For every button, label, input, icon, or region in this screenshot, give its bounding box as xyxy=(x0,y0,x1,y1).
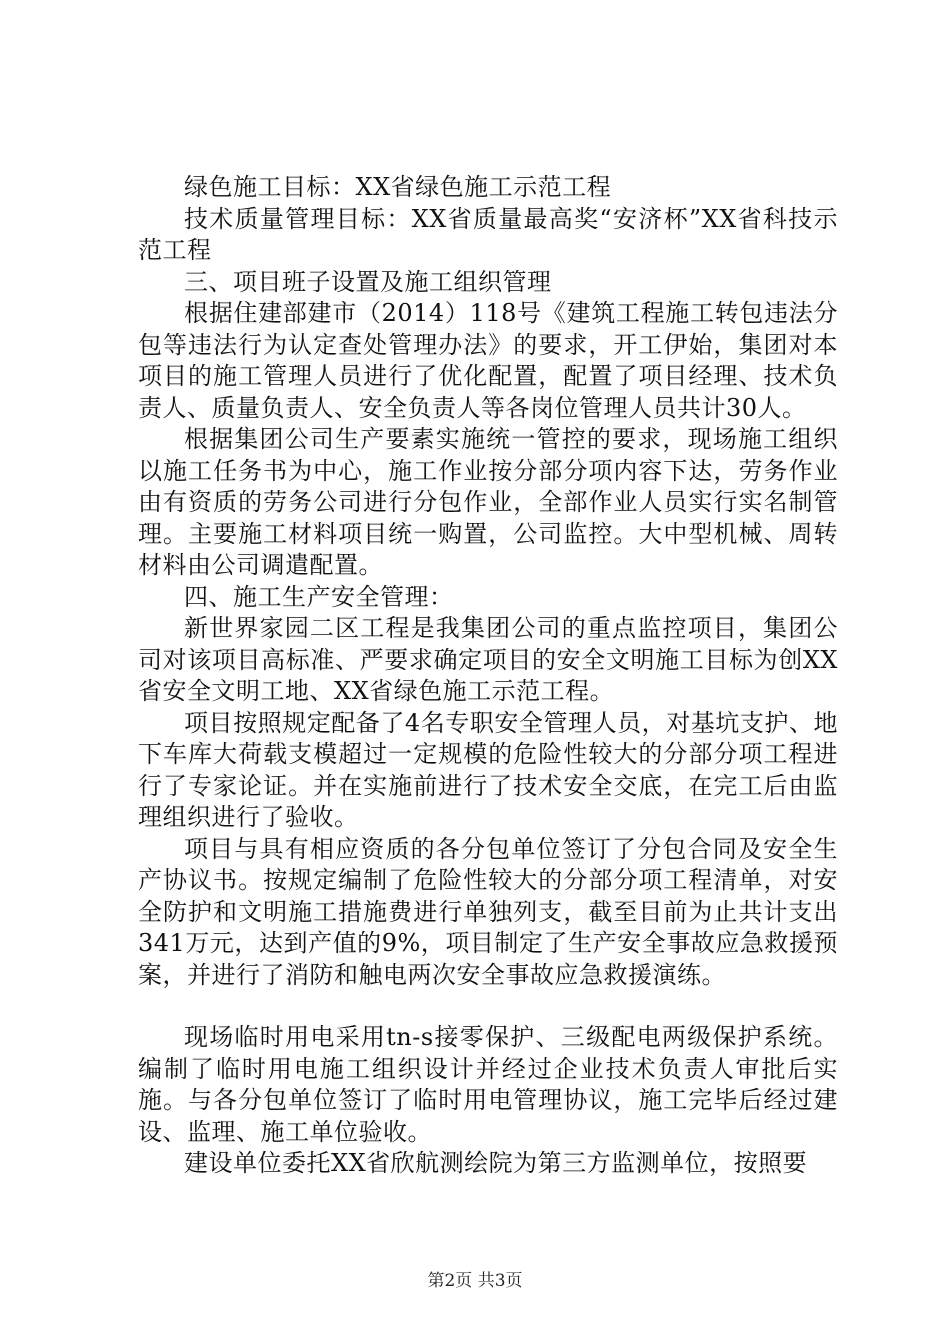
page-number-footer: 第2页 共3页 xyxy=(427,1271,523,1291)
paragraph-key-project: 新世界家园二区工程是我集团公司的重点监控项目，集团公司对该项目高标准、严要求确定项目的安全文明施工目标为创XX省安全文明工地、XX省绿色施工示范工程。 xyxy=(138,614,838,705)
document-body xyxy=(138,172,838,1180)
section-heading-4: 四、施工生产安全管理： xyxy=(184,582,454,611)
paragraph-organization: 根据集团公司生产要素实施统一管控的要求，现场施工组织以施工任务书为中心，施工作业按分部分项内容下达，劳务作业由有资质的劳务公司进行分包作业，全部作业人员实行实名制管理。主要施工材料项目统一购置，公司监控。大中型机械、周转材料由公司调遣配置。 xyxy=(138,425,838,579)
paragraph-subcontract-safety: 项目与具有相应资质的各分包单位签订了分包合同及安全生产协议书。按规定编制了危险性较大的分部分项工程清单，对安全防护和文明施工措施费进行单独列支，截至目前为止共计支出341万元，达到产值的9%，项目制定了生产安全事故应急救援预案，并进行了消防和触电两次安全事故应急救援演练。 xyxy=(138,834,838,989)
paragraph-temporary-power: 现场临时用电采用tn-s接零保护、三级配电两级保护系统。编制了临时用电施工组织设计并经过企业技术负责人审批后实施。与各分包单位签订了临时用电管理协议，施工完毕后经过建设、监理、施工单位验收。 xyxy=(138,1023,838,1146)
paragraph-green-construction-goal: 绿色施工目标：XX省绿色施工示范工程 xyxy=(184,173,612,201)
paragraph-safety-staff: 项目按照规定配备了4名专职安全管理人员，对基坑支护、地下车库大荷载支模超过一定规模的危险性较大的分部分项工程进行了专家论证。并在实施前进行了技术安全交底，在完工后由监理组织进行了验收。 xyxy=(138,708,838,831)
paragraph-staffing: 根据住建部建市（2014）118号《建筑工程施工转包违法分包等违法行为认定查处管理办法》的要求，开工伊始，集团对本项目的施工管理人员进行了优化配置，配置了项目经理、技术负责人、质量负责人、安全负责人等各岗位管理人员共计30人。 xyxy=(138,299,838,422)
section-heading-3: 三、项目班子设置及施工组织管理 xyxy=(184,267,552,296)
paragraph-monitoring: 建设单位委托XX省欣航测绘院为第三方监测单位，按照要 xyxy=(184,1149,808,1177)
paragraph-quality-goal: 技术质量管理目标：XX省质量最高奖“安济杯”XX省科技示范工程 xyxy=(138,204,838,264)
